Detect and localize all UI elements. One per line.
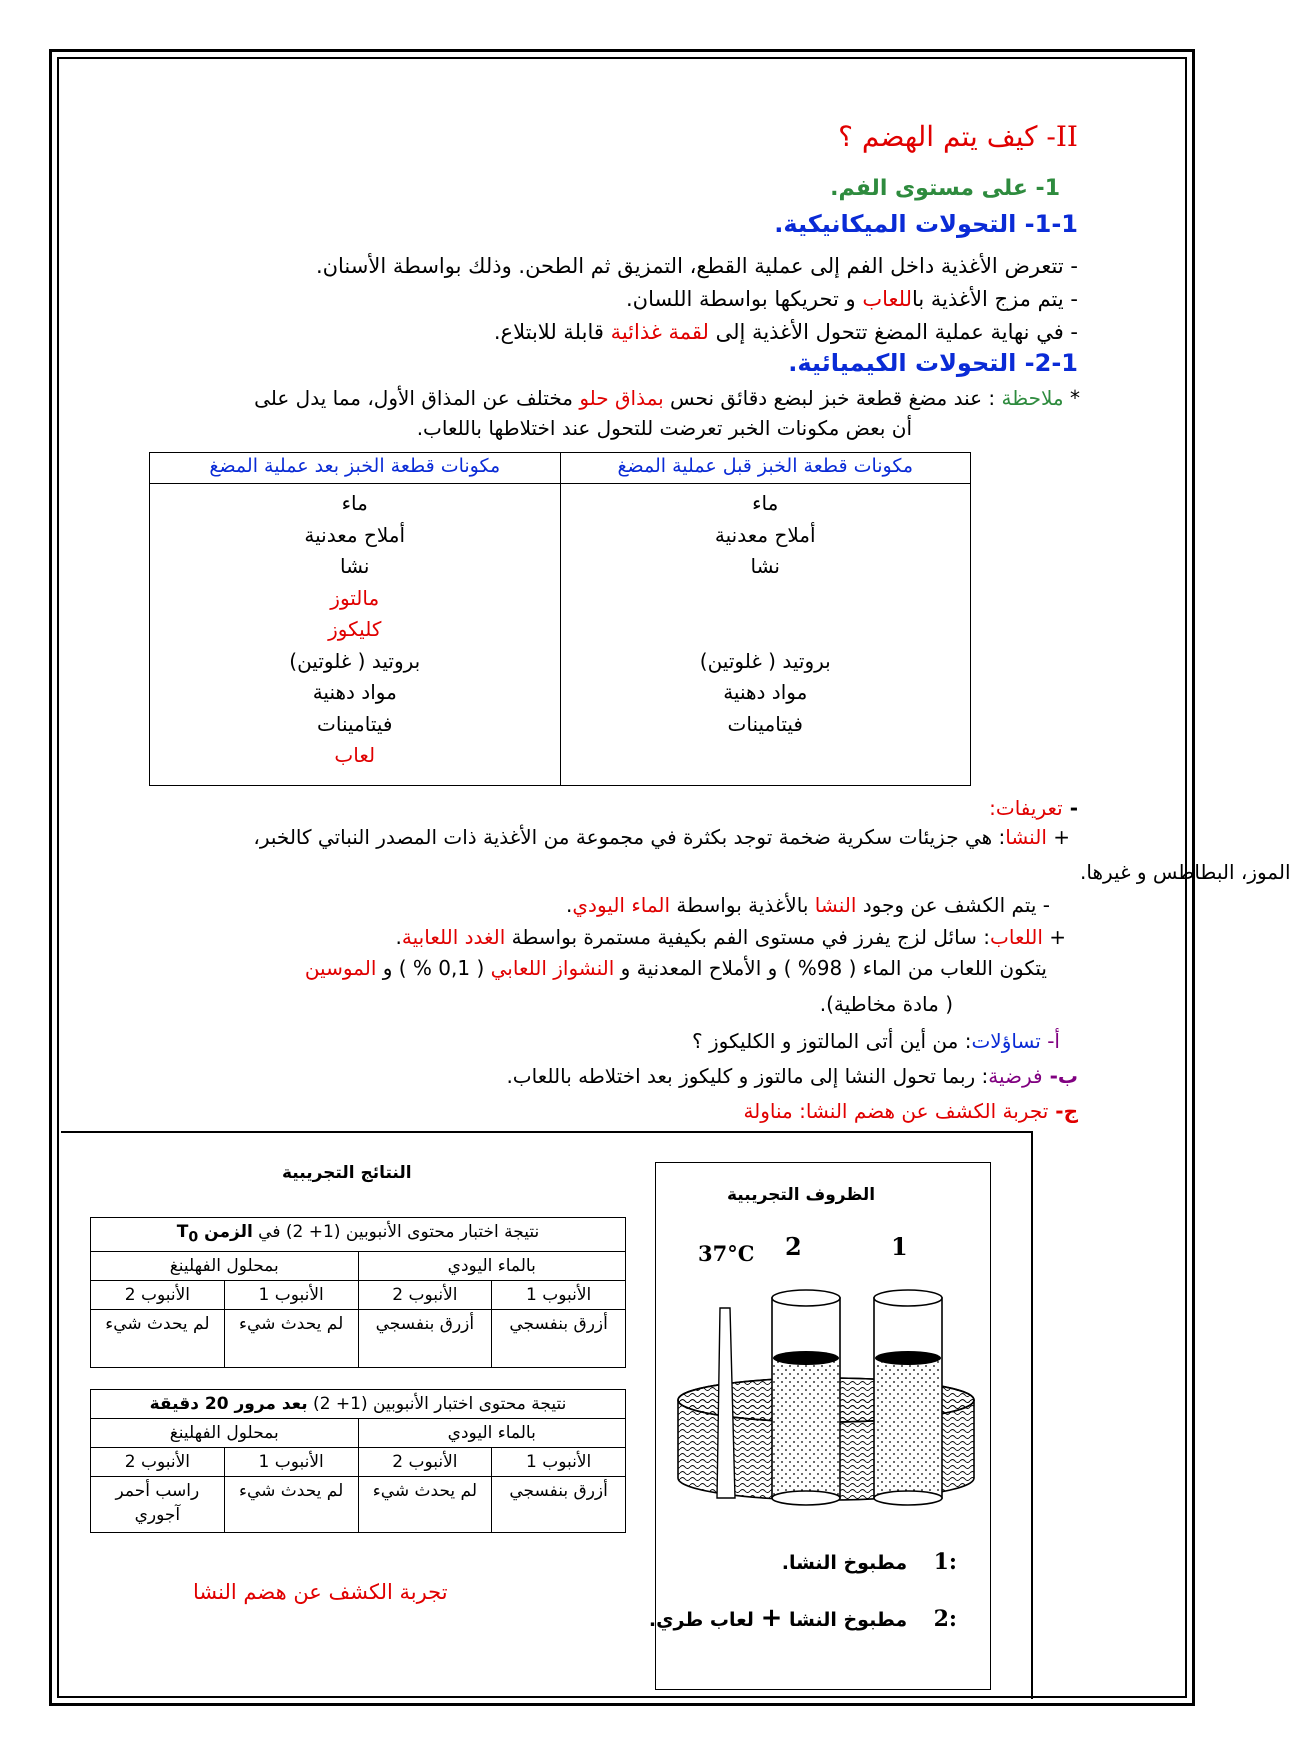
header-after-chewing: مكونات قطعة الخبز بعد عملية المضغ <box>150 453 561 484</box>
conditions-title: الظروف التجريبية <box>727 1185 876 1205</box>
mechanical-line-2: - يتم مزج الأغذية باللعاب و تحريكها بواسطة اللسان. <box>625 287 1078 311</box>
thermometer <box>717 1308 735 1498</box>
experiment-line: ج- تجربة الكشف عن هضم النشا: مناولة <box>743 1099 1078 1123</box>
mechanical-heading: 1-1- التحولات الميكانيكية. <box>774 210 1078 238</box>
experiment-caption: تجربة الكشف عن هضم النشا <box>193 1580 448 1604</box>
starch-definition-line-2: الموز، البطاطس و غيرها. <box>1080 860 1291 884</box>
subsection-mouth: 1- على مستوى الفم. <box>830 176 1060 201</box>
experiment-apparatus-drawing <box>660 1260 990 1520</box>
result-cell: أزرق بنفسجي <box>492 1477 626 1533</box>
result-cell: راسب أحمر آجوري <box>91 1477 225 1533</box>
saliva-definition: + اللعاب: سائل لزج يفرز في مستوى الفم بكيفية مستمرة بواسطة الغدد اللعابية. <box>395 925 1066 949</box>
note-label: ملاحظة <box>1001 386 1064 410</box>
note-line-2: أن بعض مكونات الخبر تعرضت للتحول عند اختلاطها باللعاب. <box>416 416 912 440</box>
chemical-heading: 2-1- التحولات الكيميائية. <box>788 349 1078 377</box>
tube-1 <box>874 1290 942 1505</box>
definitions-heading: - تعريفات: <box>989 796 1078 820</box>
mechanical-line-3: - في نهاية عملية المضغ تتحول الأغذية إلى لقمة غذائية قابلة للابتلاع. <box>493 320 1078 344</box>
saliva-composition-line-2: ( مادة مخاطية). <box>819 992 953 1016</box>
section-title: II- كيف يتم الهضم ؟ <box>838 120 1078 153</box>
mechanical-line-1: - تتعرض الأغذية داخل الفم إلى عملية القطع، التمزيق ثم الطحن. وذلك بواسطة الأسنان. <box>315 254 1078 278</box>
result-cell: لم يحدث شيء <box>91 1310 225 1368</box>
starch-detection: - يتم الكشف عن وجود النشا بالأغذية بواسطة الماء اليودي. <box>566 893 1050 917</box>
question-line: أ- تساؤلات: من أين أتى المالتوز و الكليكوز ؟ <box>692 1029 1060 1053</box>
result-cell: أزرق بنفسجي <box>358 1310 492 1368</box>
bread-components-table <box>149 452 971 786</box>
tube-2-label: 2 <box>785 1232 802 1261</box>
note-line-1: * ملاحظة : عند مضغ قطعة خبز لبضع دقائق نحس بمذاق حلو مختلف عن المذاق الأول، مما يدل على <box>254 386 1080 410</box>
results-table-t0: نتيجة اختبار محتوى الأنبوبين (1+ 2) في الزمن $T_0$ بالماء اليودي بمحلول الفهلينغ الأنبوب 1 الأنبوب 2 الأنبوب 1 الأنبوب 2 أزرق بنفسجي أزرق بنفسجي لم يحدث شيء لم يحدث شيء <box>90 1217 626 1368</box>
column-after-chewing: ماء أملاح معدنية نشا مالتوز كليكوز بروتيد ( غلوتين) مواد دهنية فيتامينات لعاب <box>150 484 561 786</box>
results-title: النتائج التجريبية <box>282 1163 412 1183</box>
tube-2 <box>772 1290 840 1505</box>
tube-1-label: 1 <box>891 1232 908 1261</box>
legend-tube-2: :2 مطبوخ النشا + لعاب طري. <box>648 1603 957 1633</box>
hypothesis-line: ب- فرضية: ربما تحول النشا إلى مالتوز و كليكوز بعد اختلاطه باللعاب. <box>506 1064 1078 1088</box>
result-cell: لم يحدث شيء <box>358 1477 492 1533</box>
column-before-chewing: ماء أملاح معدنية نشا بروتيد ( غلوتين) مواد دهنية فيتامينات <box>560 484 971 786</box>
header-before-chewing: مكونات قطعة الخبز قبل عملية المضغ <box>560 453 971 484</box>
saliva-composition: يتكون اللعاب من الماء ( 98% ) و الأملاح المعدنية و النشواز اللعابي ( 0,1 % ) و الموسين <box>304 956 1047 980</box>
result-cell: لم يحدث شيء <box>224 1310 358 1368</box>
temperature-label: 37°C <box>698 1241 755 1266</box>
legend-tube-1: :1 مطبوخ النشا. <box>781 1549 957 1575</box>
result-cell: لم يحدث شيء <box>224 1477 358 1533</box>
results-table-20min: نتيجة محتوى اختبار الأنبوبين (1+ 2) بعد مرور 20 دقيقة بالماء اليودي بمحلول الفهلينغ الأنبوب 1 الأنبوب 2 الأنبوب 1 الأنبوب 2 أزرق بنفسجي لم يحدث شيء لم يحدث شيء راسب أحمر آجوري <box>90 1389 626 1533</box>
result-cell: أزرق بنفسجي <box>492 1310 626 1368</box>
starch-definition: + النشا: هي جزيئات سكرية ضخمة توجد بكثرة في مجموعة من الأغذية ذات المصدر النباتي كالخبر، <box>253 825 1070 849</box>
